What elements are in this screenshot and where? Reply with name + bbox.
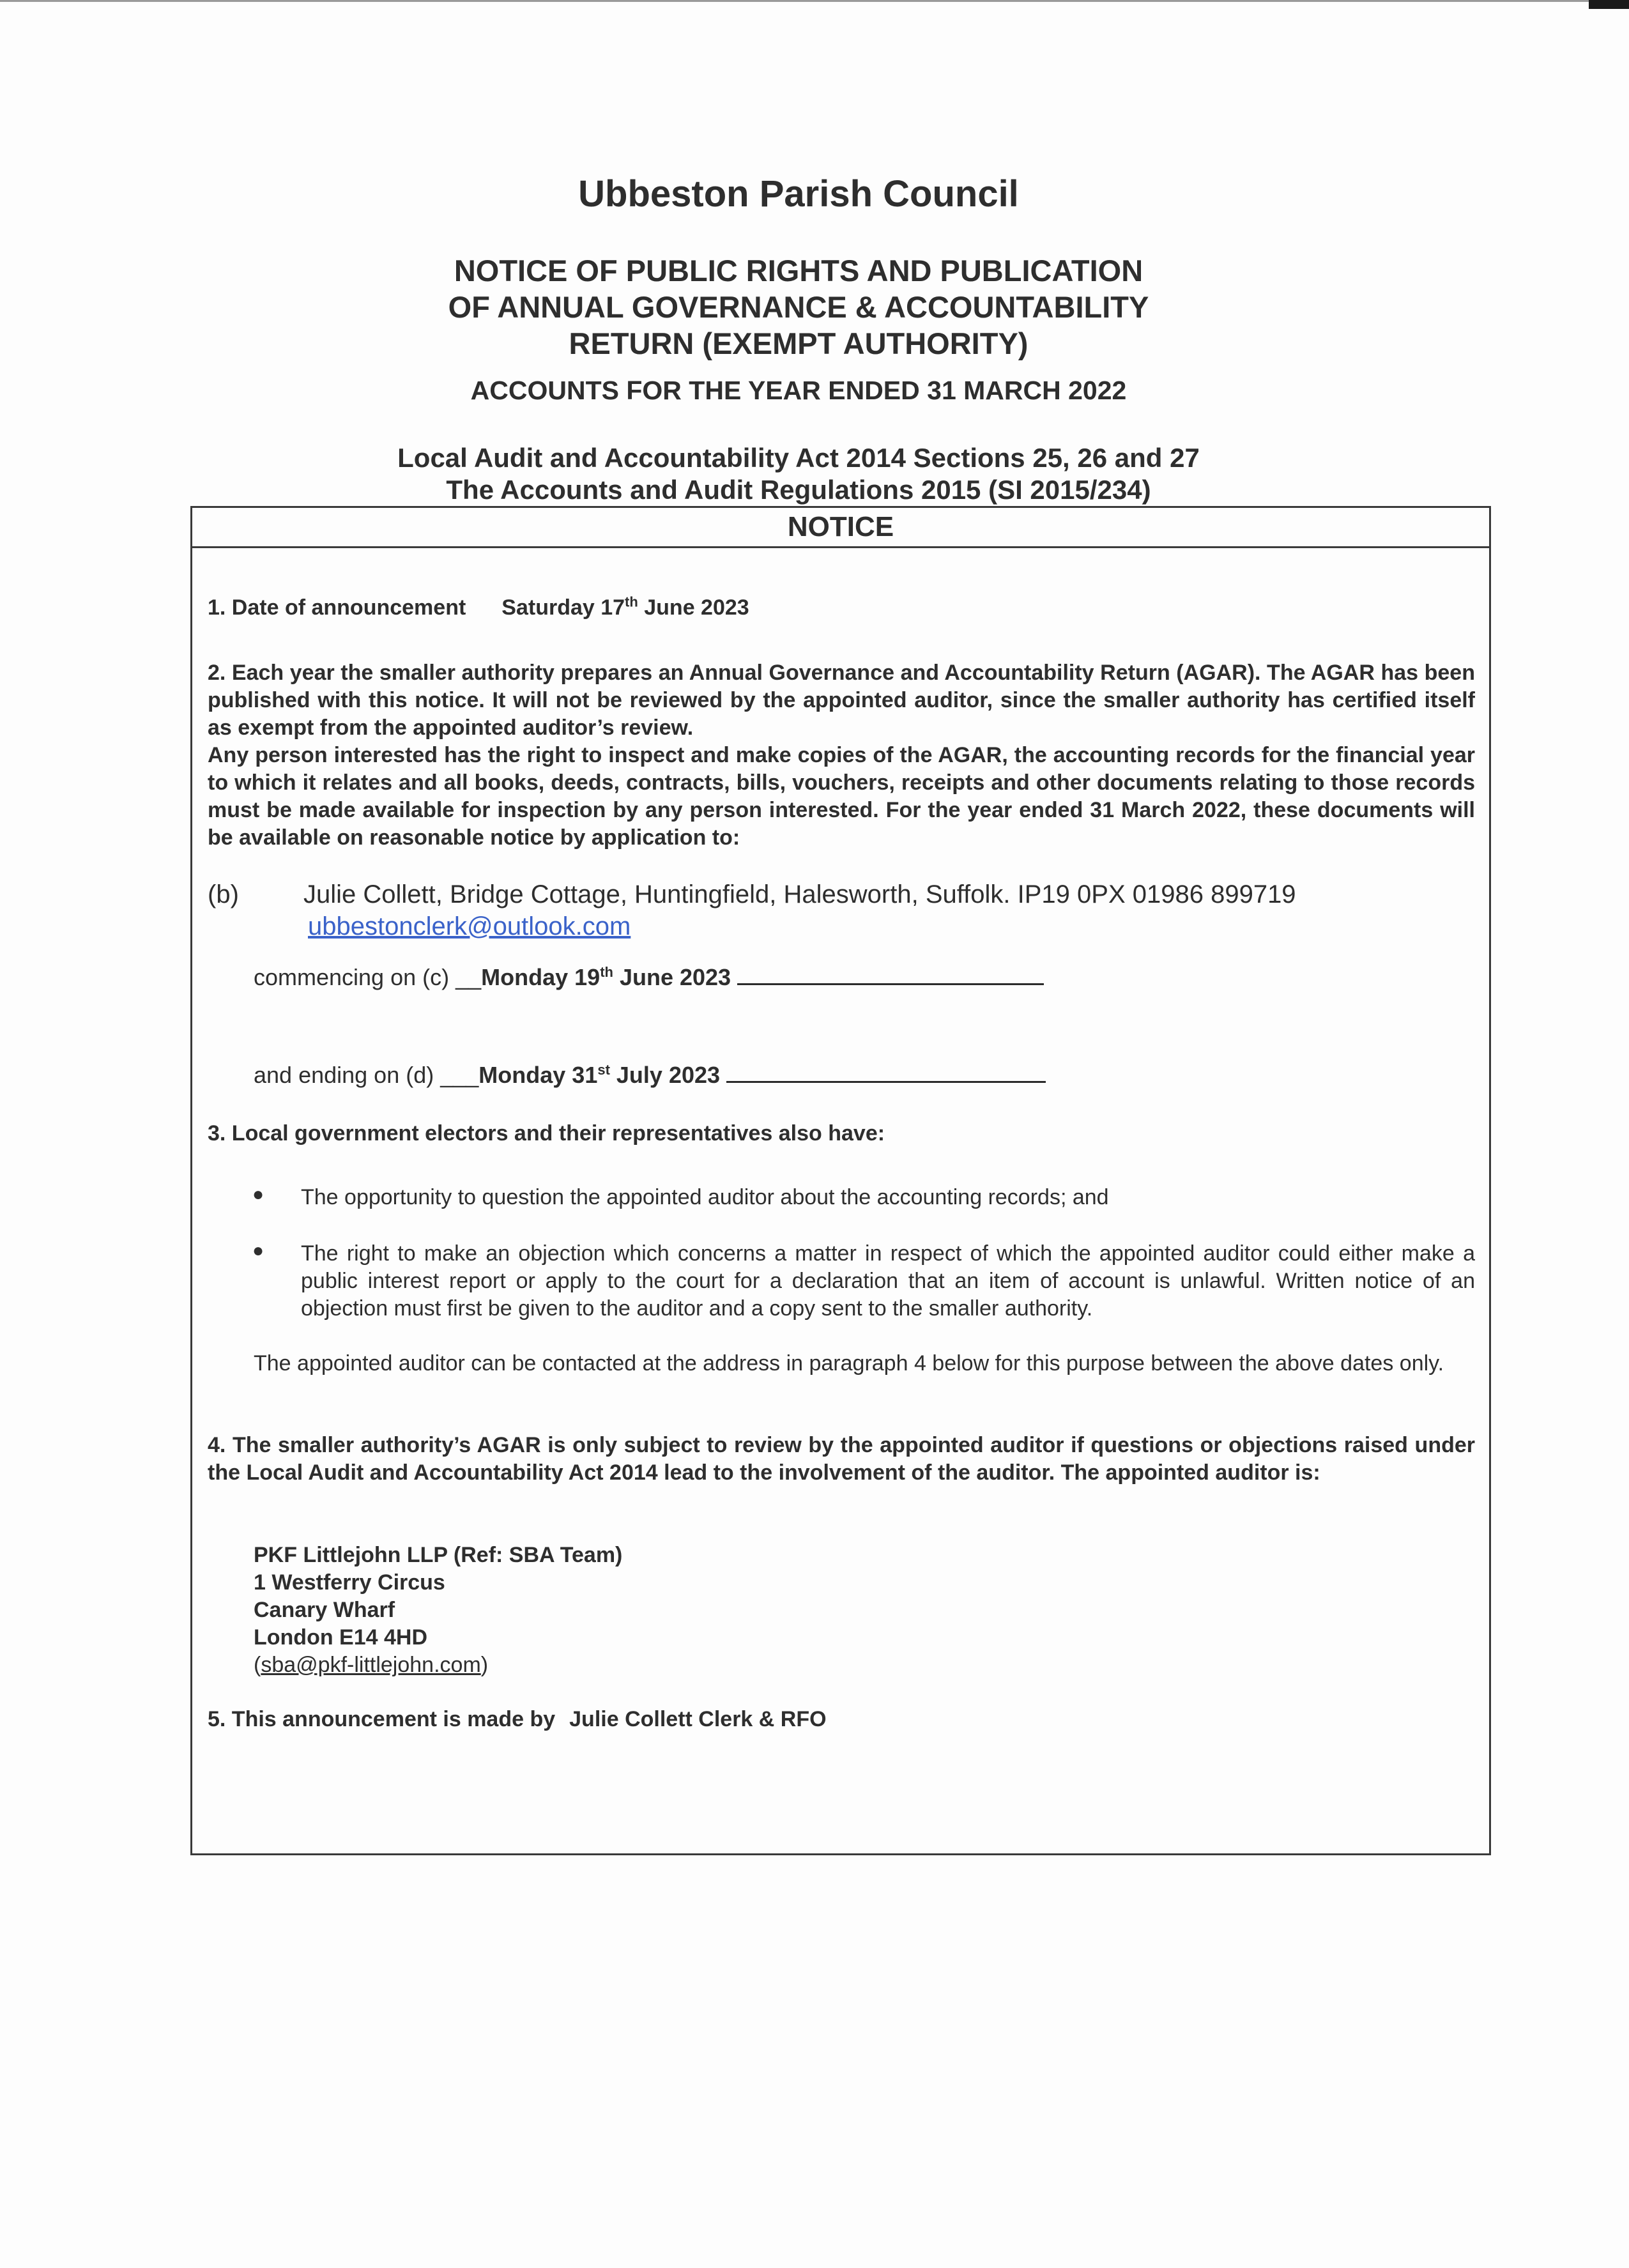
ending-date: Monday 31st July 2023 [478,1062,721,1088]
ending-label: and ending on (d) ___ [254,1062,479,1088]
act-line: The Accounts and Audit Regulations 2015 (SI 2015/234) [446,475,1151,505]
legislation-references [0,442,1597,506]
ending-fill-line [726,1078,1046,1083]
auditor-address [254,1542,1475,1679]
bullet-text: The right to make an objection which concerns a matter in respect of which the appointed auditor could either make a public interest report or apply to the court for a declaration that an item of account is unlawful. Written notice of an objection must first be given to the auditor and a copy sent to the smaller authority. [301,1241,1475,1321]
notice-title-line: NOTICE OF PUBLIC RIGHTS AND PUBLICATION [454,254,1143,287]
bullet-text: The opportunity to question the appointed auditor about the accounting records; and [301,1185,1109,1209]
auditor-address-line: Canary Wharf [254,1598,395,1622]
section-1-date-of-announcement [208,594,1475,622]
auditor-address-line: London E14 4HD [254,1625,428,1650]
scan-corner-mark [1589,0,1629,9]
commencing-date: Monday 19th June 2023 [481,964,731,990]
section-5-announcement [208,1706,1475,1733]
auditor-address-line: PKF Littlejohn LLP (Ref: SBA Team) [254,1543,623,1567]
bullet-dot-icon: ● [252,1184,264,1205]
auditor-email-line: (sba@pkf-littlejohn.com) [254,1653,489,1677]
ending-row [254,1061,1475,1089]
bullet-dot-icon: ● [252,1240,264,1261]
section-2-paragraph-1: 2. Each year the smaller authority prepares an Annual Governance and Accountability Return (AGAR). The AGAR has been published with this notice. It will not be reviewed by the appointed auditor, since the smaller authority has certified itself as exempt from the appointed auditor’s review. [208,661,1475,740]
notice-box [190,506,1491,1855]
section-3-heading: 3. Local government electors and their representatives also have: [208,1121,885,1145]
commencing-label: commencing on (c) __ [254,964,482,990]
commencing-row [254,963,1475,991]
announcement-by-name: Julie Collett Clerk & RFO [569,1707,827,1731]
notice-title [0,252,1597,362]
contact-email-link[interactable]: ubbestonclerk@outlook.com [308,912,631,940]
announcement-by-label: 5. This announcement is made by [208,1707,556,1731]
announcement-date: Saturday 17th June 2023 [501,594,749,620]
notice-title-line: RETURN (EXEMPT AUTHORITY) [569,326,1029,360]
notice-title-line: OF ANNUAL GOVERNANCE & ACCOUNTABILITY [448,290,1149,324]
section-2-paragraph-2: Any person interested has the right to inspect and make copies of the AGAR, the accounting records for the financial year to which it relates and all books, deeds, contracts, bills, vouchers, receipts and other documents relating to those records must be made available for inspection by any person interested. For the year ended 31 March 2022, these documents will be available on reasonable notice by application to: [208,743,1475,850]
contact-label: (b) [208,880,239,908]
contact-address: Julie Collett, Bridge Cottage, Huntingfield, Halesworth, Suffolk. IP19 0PX 01986 899719 [303,880,1296,908]
accounts-year-line: ACCOUNTS FOR THE YEAR ENDED 31 MARCH 2022 [470,376,1127,405]
auditor-address-line: 1 Westferry Circus [254,1570,445,1595]
scan-top-edge [0,0,1589,2]
section-4-text: 4. The smaller authority’s AGAR is only subject to review by the appointed auditor if questions or objections raised under the Local Audit and Accountability Act 2014 lead to the involvement of the auditor. The appointed auditor is: [208,1433,1475,1485]
notice-heading: NOTICE [192,508,1489,548]
act-line: Local Audit and Accountability Act 2014 Sections 25, 26 and 27 [397,443,1200,473]
auditor-email-link[interactable]: sba@pkf-littlejohn.com [261,1653,481,1677]
contact-block [208,878,1475,910]
council-name: Ubbeston Parish Council [578,173,1019,215]
commencing-fill-line [737,981,1044,985]
auditor-contact-note: The appointed auditor can be contacted at the address in paragraph 4 below for this purpose between the above dates only. [254,1351,1444,1375]
contact-email-row [308,910,1475,942]
announcement-label: 1. Date of announcement [208,595,466,620]
